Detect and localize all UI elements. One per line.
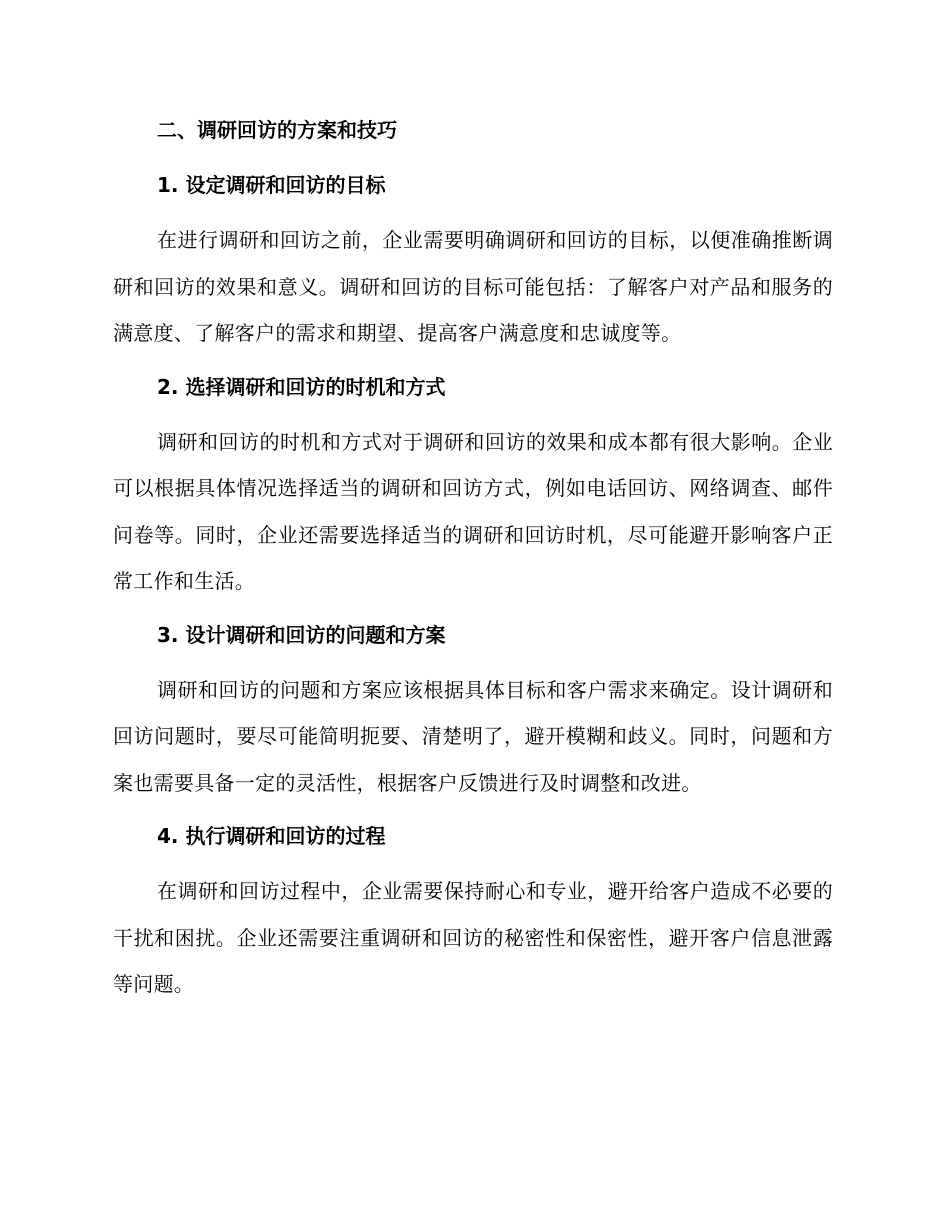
- item-body-2: 调研和回访的时机和方式对于调研和回访的效果和成本都有很大影响。企业可以根据具体情况选择适当的调研和回访方式，例如电话回访、网络调查、邮件问卷等。同时，企业还需要选择适当的调研和回访时机，尽可能避开影响客户正常工作和生活。: [113, 429, 833, 593]
- section-title: 二、调研回访的方案和技巧: [157, 118, 397, 142]
- item-heading-1: 1. 设定调研和回访的目标: [157, 173, 386, 197]
- document-page: [113, 110, 833, 1018]
- item-heading-2: 2. 选择调研和回访的时机和方式: [157, 374, 446, 399]
- item-heading-4: 4. 执行调研和回访的过程: [157, 824, 386, 848]
- item-body-1: 在进行调研和回访之前，企业需要明确调研和回访的目标，以便准确推断调研和回访的效果和意义。调研和回访的目标可能包括：了解客户对产品和服务的满意度、了解客户的需求和期望、提高客户满意度和忠诚度等。: [113, 228, 833, 345]
- item-body-3: 调研和回访的问题和方案应该根据具体目标和客户需求来确定。设计调研和回访问题时，要尽可能简明扼要、清楚明了，避开模糊和歧义。同时，问题和方案也需要具备一定的灵活性，根据客户反馈进行及时调整和改进。: [113, 677, 833, 795]
- item-body-4: 在调研和回访过程中，企业需要保持耐心和专业，避开给客户造成不必要的干扰和困扰。企业还需要注重调研和回访的秘密性和保密性，避开客户信息泄露等问题。: [113, 879, 833, 996]
- item-heading-3: 3. 设计调研和回访的问题和方案: [157, 622, 446, 647]
